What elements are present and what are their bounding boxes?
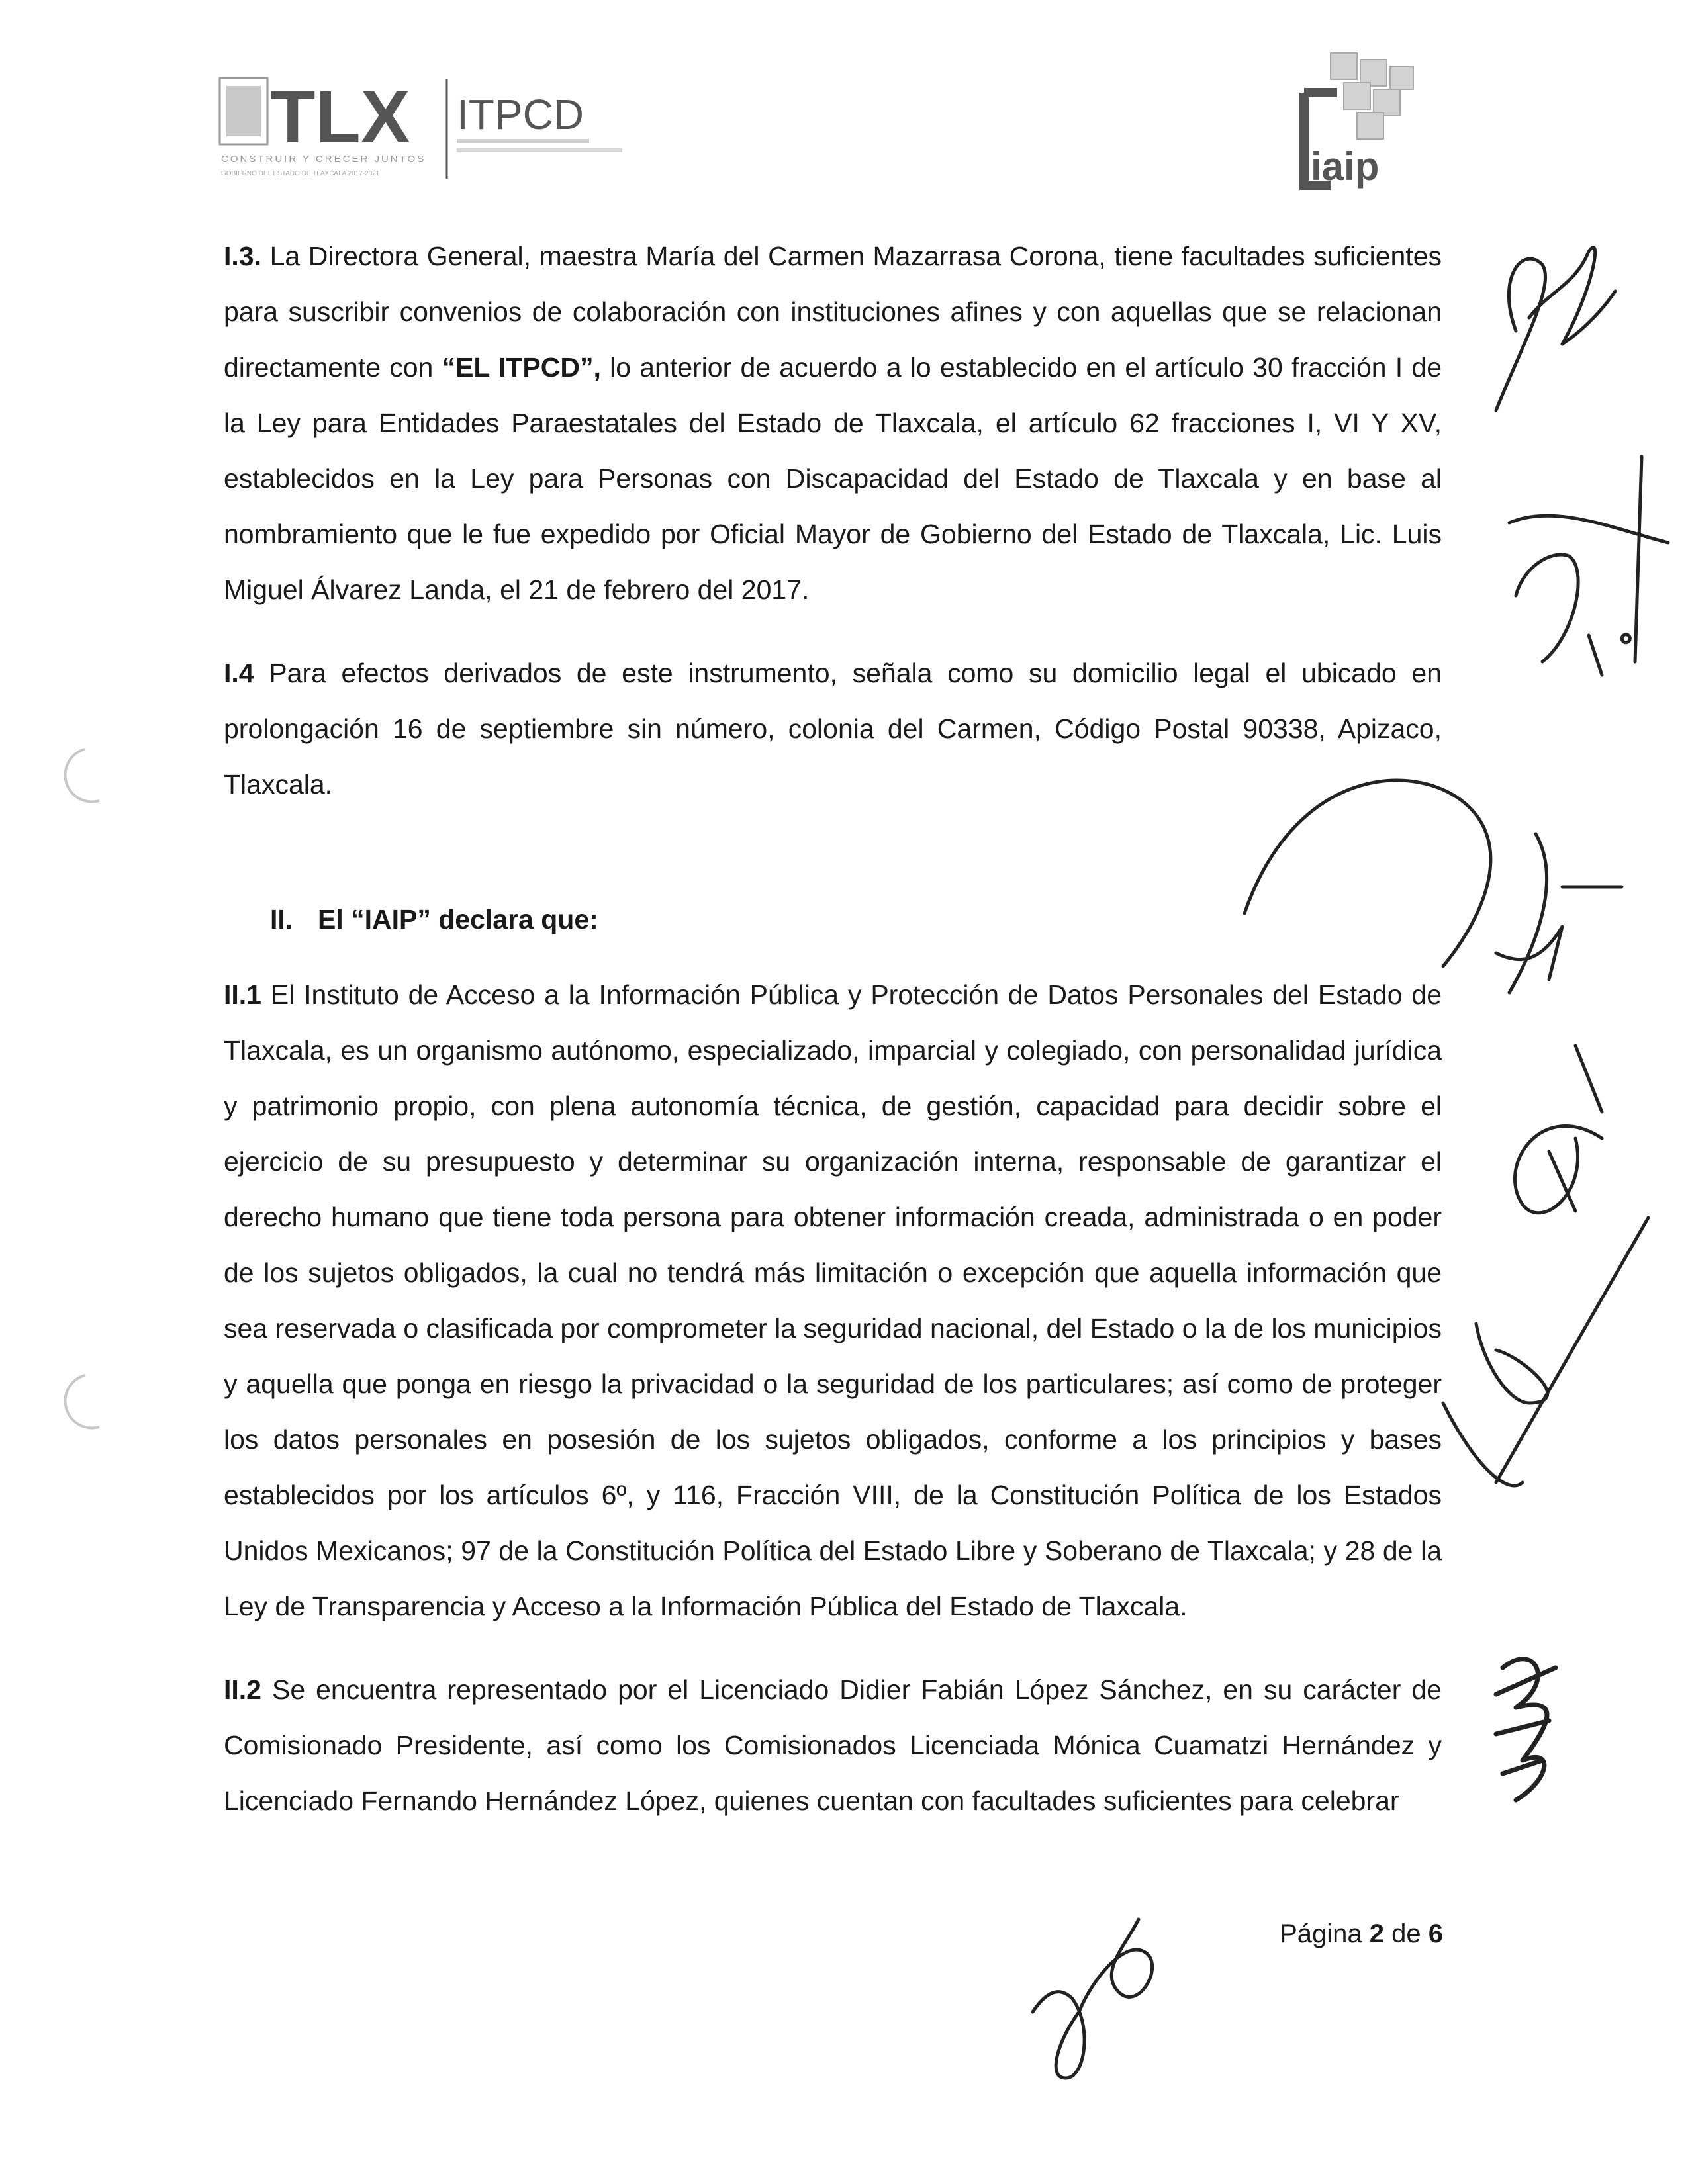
section-text: La Directora General, maestra María del Carmen Mazarrasa Corona, tiene facultades suficientes para suscribir convenios de colaboración con instituciones afines y con aquellas que se relacionan directamente con bbox=[224, 241, 1442, 383]
emphasis-itpcd: “EL ITPCD”, bbox=[442, 352, 601, 383]
itpcd-mark: ITPCD bbox=[457, 91, 584, 138]
tlx-subtitle: CONSTRUIR Y CRECER JUNTOS bbox=[221, 154, 426, 165]
section-II-2 bbox=[224, 1662, 1442, 1829]
signature-6 bbox=[1496, 1659, 1556, 1800]
iaip-logo bbox=[1291, 40, 1430, 199]
page-label: Página bbox=[1280, 1919, 1362, 1948]
tlx-mark: TLX bbox=[270, 75, 410, 158]
section-text-cont: lo anterior de acuerdo a lo establecido en el artículo 30 fracción I de la Ley para Entidades Paraestatales del Estado de Tlaxcala, el artículo 62 fracciones I, VI Y XV, establecidos en la Ley para Personas con Discapacidad del Estado de Tlaxcala y en base al nombramiento que le fue expedido por Oficial Mayor de Gobierno del Estado de Tlaxcala, Lic. Luis Miguel Álvarez Landa, el 21 de febrero del 2017. bbox=[224, 352, 1442, 605]
page-of-label: de bbox=[1391, 1919, 1421, 1948]
section-number: I.4 bbox=[224, 658, 254, 688]
page-total: 6 bbox=[1428, 1919, 1443, 1948]
page-number bbox=[1192, 1919, 1443, 1949]
section-number: I.3. bbox=[224, 241, 261, 271]
signature-4 bbox=[1515, 1046, 1602, 1213]
section-text: Para efectos derivados de este instrumento, señala como su domicilio legal el ubicado en prolongación 16 de septiembre sin número, colonia del Carmen, Código Postal 90338, Apizaco, Tlaxcala. bbox=[224, 658, 1442, 799]
heading-text: El “IAIP” declara que: bbox=[318, 904, 598, 934]
punch-hole-top bbox=[65, 749, 99, 802]
signature-5 bbox=[1443, 1218, 1648, 1486]
initials-signature-1 bbox=[1496, 248, 1615, 410]
heading-II bbox=[270, 891, 1442, 947]
page-current: 2 bbox=[1369, 1919, 1384, 1948]
section-number: II.2 bbox=[224, 1674, 261, 1705]
punch-hole-bottom bbox=[65, 1375, 99, 1428]
heading-number: II. bbox=[270, 904, 293, 934]
section-number: II.1 bbox=[224, 979, 261, 1010]
section-text: Se encuentra representado por el Licenciado Didier Fabián López Sánchez, en su carácter de Comisionado Presidente, así como los Comisionados Licenciada Mónica Cuamatzi Hernández y Licenciado Fernando Hernández López, quienes cuentan con facultades suficientes para celebrar bbox=[224, 1674, 1442, 1816]
section-I-4 bbox=[224, 645, 1442, 812]
section-II-1 bbox=[224, 967, 1442, 1634]
section-I-3 bbox=[224, 228, 1442, 617]
document-body bbox=[224, 228, 1442, 1856]
signature-2 bbox=[1509, 457, 1668, 675]
footer-signature bbox=[1033, 1919, 1152, 2078]
tlx-caption: GOBIERNO DEL ESTADO DE TLAXCALA 2017-2021 bbox=[221, 170, 380, 177]
tlx-government-logo bbox=[218, 66, 642, 185]
iaip-mark: iaip bbox=[1311, 144, 1380, 189]
section-text: El Instituto de Acceso a la Información Pública y Protección de Datos Personales del Estado de Tlaxcala, es un organismo autónomo, especializado, imparcial y colegiado, con personalidad jurídica y patrimonio propio, con plena autonomía técnica, de gestión, capacidad para decidir sobre el ejercicio de su presupuesto y determinar su organización interna, responsable de garantizar el derecho humano que tiene toda persona para obtener información creada, administrada o en poder de los sujetos obligados, la cual no tendrá más limitación o excepción que aquella información que sea reservada o clasificada por comprometer la seguridad nacional, del Estado o la de los municipios y aquella que ponga en riesgo la privacidad o la seguridad de los particulares; así como de proteger los datos personales en posesión de los sujetos obligados, conforme a los principios y bases establecidos por los artículos 6º, y 116, Fracción VIII, de la Constitución Política de los Estados Unidos Mexicanos; 97 de la Constitución Política del Estado Libre y Soberano de Tlaxcala; y 28 de la Ley de Transparencia y Acceso a la Información Pública del Estado de Tlaxcala. bbox=[224, 979, 1442, 1621]
